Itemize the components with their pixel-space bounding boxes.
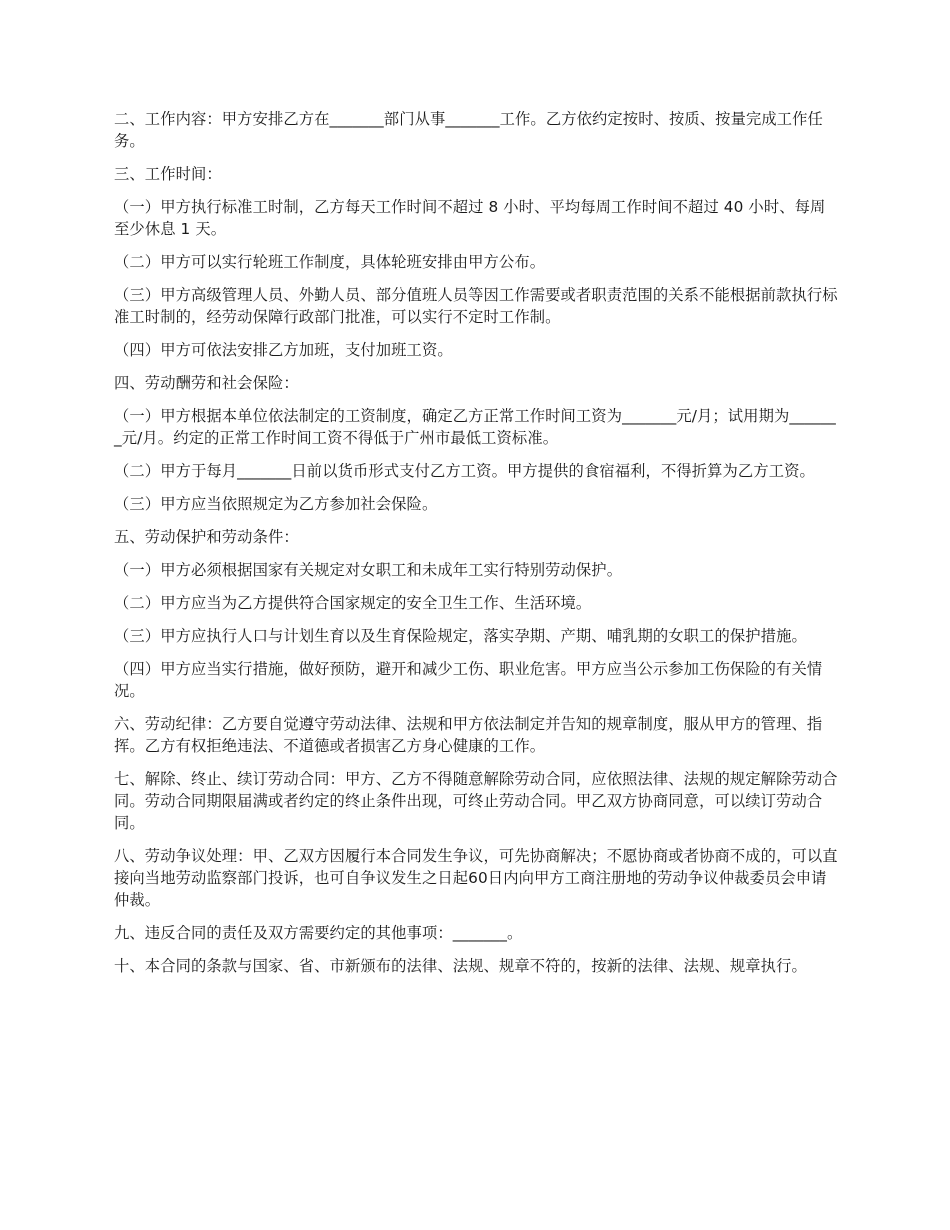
- clause-work-content: 二、工作内容：甲方安排乙方在_______部门从事_______工作。乙方依约定按时、按质、按量完成工作任务。: [114, 110, 823, 150]
- heading-remuneration: 四、劳动酬劳和社会保险：: [114, 374, 299, 392]
- clause-pay-date: （二）甲方于每月_______日前以货币形式支付乙方工资。甲方提供的食宿福利，不得折算为乙方工资。: [114, 462, 815, 480]
- clause-irregular-hours: （三）甲方高级管理人员、外勤人员、部分值班人员等因工作需要或者职责范围的关系不能根据前款执行标准工时制的，经劳动保障行政部门批准，可以实行不定时工作制。: [114, 286, 838, 326]
- clause-injury-prevention: （四）甲方应当实行措施，做好预防，避开和减少工伤、职业危害。甲方应当公示参加工伤保险的有关情况。: [114, 660, 823, 700]
- clause-safe-environment: （二）甲方应当为乙方提供符合国家规定的安全卫生工作、生活环境。: [114, 594, 592, 612]
- heading-labor-protection: 五、劳动保护和劳动条件：: [114, 528, 299, 546]
- clause-wage-standard: （一）甲方根据本单位依法制定的工资制度，确定乙方正常工作时间工资为_______元/月；试用期为_______元/月。约定的正常工作时间工资不得低于广州市最低工资标准。: [114, 407, 836, 447]
- clause-special-protection: （一）甲方必须根据国家有关规定对女职工和未成年工实行特别劳动保护。: [114, 561, 623, 579]
- clause-new-regulations: 十、本合同的条款与国家、省、市新颁布的法律、法规、规章不符的，按新的法律、法规、规章执行。: [114, 957, 807, 975]
- clause-other-matters: 九、违反合同的责任及双方需要约定的其他事项：_______。: [114, 924, 523, 942]
- clause-shift-work: （二）甲方可以实行轮班工作制度，具体轮班安排由甲方公布。: [114, 253, 546, 271]
- heading-work-time: 三、工作时间：: [114, 165, 222, 183]
- clause-social-insurance: （三）甲方应当依照规定为乙方参加社会保险。: [114, 495, 438, 513]
- clause-labor-discipline: 六、劳动纪律：乙方要自觉遵守劳动法律、法规和甲方依法制定并告知的规章制度，服从甲方的管理、指挥。乙方有权拒绝违法、不道德或者损害乙方身心健康的工作。: [114, 715, 823, 755]
- clause-overtime: （四）甲方可依法安排乙方加班，支付加班工资。: [114, 341, 453, 359]
- clause-standard-hours: （一）甲方执行标准工时制，乙方每天工作时间不超过 8 小时、平均每周工作时间不超过 40 小时、每周至少休息 1 天。: [114, 198, 826, 238]
- clause-maternity: （三）甲方应执行人口与计划生育以及生育保险规定，落实孕期、产期、哺乳期的女职工的保护措施。: [114, 627, 807, 645]
- clause-dispute: 八、劳动争议处理：甲、乙双方因履行本合同发生争议，可先协商解决；不愿协商或者协商不成的，可以直接向当地劳动监察部门投诉，也可自争议发生之日起60日内向甲方工商注册地的劳动争议仲裁委员会申请仲裁。: [114, 847, 838, 909]
- clause-termination: 七、解除、终止、续订劳动合同：甲方、乙方不得随意解除劳动合同，应依照法律、法规的规定解除劳动合同。劳动合同期限届满或者约定的终止条件出现，可终止劳动合同。甲乙双方协商同意，可以续订劳动合同。: [114, 770, 838, 832]
